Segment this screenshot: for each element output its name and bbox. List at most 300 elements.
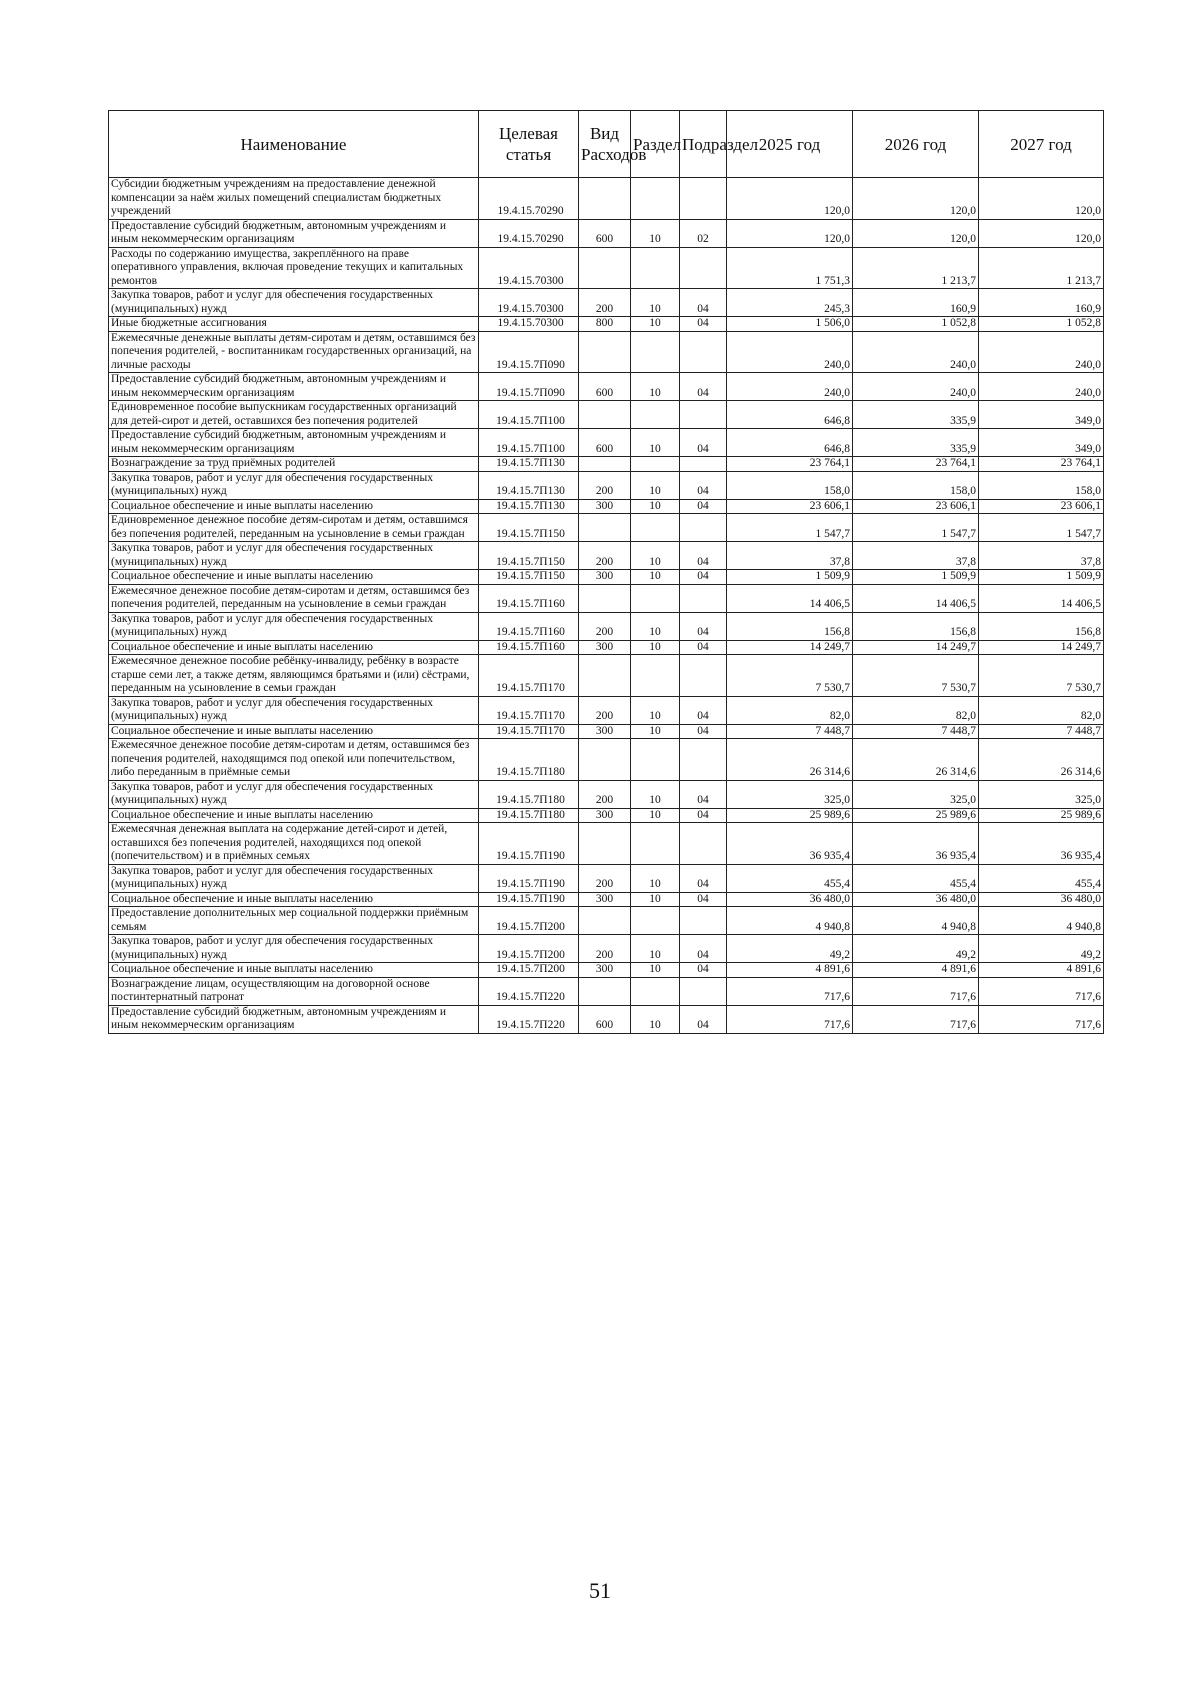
page-number: 51: [589, 1578, 611, 1603]
cell-subsection: 04: [680, 808, 727, 823]
cell-year-2026: 1 052,8: [853, 317, 979, 332]
cell-expense-kind: 600: [579, 373, 631, 401]
table-row: [109, 570, 1104, 585]
table-row: [109, 808, 1104, 823]
cell-year-2026: 717,6: [853, 1005, 979, 1033]
cell-section: 10: [631, 892, 680, 907]
cell-year-2026: 14 406,5: [853, 584, 979, 612]
cell-section: 10: [631, 724, 680, 739]
cell-subsection: 04: [680, 892, 727, 907]
cell-subsection: [680, 457, 727, 472]
cell-year-2026: 1 213,7: [853, 247, 979, 289]
table-row: [109, 935, 1104, 963]
cell-target-article: 19.4.15.7П200: [479, 963, 579, 978]
cell-subsection: [680, 331, 727, 373]
cell-name: Ежемесячная денежная выплата на содержание детей-сирот и детей, оставшихся без попечения родителей, находящихся под опекой (попечительством) и в приёмных семьях: [109, 823, 479, 865]
table-row: [109, 977, 1104, 1005]
table-row: [109, 178, 1104, 220]
cell-target-article: 19.4.15.7П100: [479, 429, 579, 457]
table-row: [109, 247, 1104, 289]
cell-subsection: 04: [680, 542, 727, 570]
header-target-article: Целевая статья: [479, 111, 579, 178]
cell-year-2027: 23 606,1: [979, 499, 1104, 514]
cell-section: 10: [631, 935, 680, 963]
cell-year-2025: 158,0: [727, 471, 853, 499]
cell-name: Закупка товаров, работ и услуг для обеспечения государственных (муниципальных) нужд: [109, 289, 479, 317]
cell-name: Расходы по содержанию имущества, закреплённого на праве оперативного управления, включая проведение текущих и капитальных ремонтов: [109, 247, 479, 289]
table-row: [109, 401, 1104, 429]
cell-target-article: 19.4.15.7П220: [479, 977, 579, 1005]
cell-target-article: 19.4.15.7П150: [479, 542, 579, 570]
cell-year-2027: 158,0: [979, 471, 1104, 499]
table-row: [109, 864, 1104, 892]
cell-section: 10: [631, 471, 680, 499]
cell-subsection: [680, 247, 727, 289]
cell-expense-kind: [579, 907, 631, 935]
cell-subsection: 04: [680, 570, 727, 585]
cell-target-article: 19.4.15.7П150: [479, 514, 579, 542]
header-year-2027: 2027 год: [979, 111, 1104, 178]
cell-year-2026: 82,0: [853, 696, 979, 724]
cell-year-2026: 7 530,7: [853, 655, 979, 697]
table-row: [109, 584, 1104, 612]
cell-year-2027: 240,0: [979, 331, 1104, 373]
header-year-2026: 2026 год: [853, 111, 979, 178]
cell-year-2027: 240,0: [979, 373, 1104, 401]
cell-name: Субсидии бюджетным учреждениям на предоставление денежной компенсации за наём жилых помещений специалистам бюджетных учреждений: [109, 178, 479, 220]
cell-expense-kind: 300: [579, 499, 631, 514]
cell-year-2026: 26 314,6: [853, 739, 979, 781]
table-row: [109, 457, 1104, 472]
cell-expense-kind: [579, 401, 631, 429]
cell-section: 10: [631, 963, 680, 978]
cell-section: [631, 401, 680, 429]
cell-section: [631, 514, 680, 542]
cell-year-2027: 349,0: [979, 401, 1104, 429]
table-row: [109, 219, 1104, 247]
cell-section: 10: [631, 289, 680, 317]
table-row: [109, 429, 1104, 457]
table-row: [109, 499, 1104, 514]
cell-target-article: 19.4.15.7П190: [479, 864, 579, 892]
cell-name: Ежемесячные денежные выплаты детям-сиротам и детям, оставшимся без попечения родителей, - воспитанникам государственных организаций, на личные расходы: [109, 331, 479, 373]
cell-name: Иные бюджетные ассигнования: [109, 317, 479, 332]
header-year-2025: 2025 год: [727, 111, 853, 178]
cell-expense-kind: 200: [579, 864, 631, 892]
cell-name: Предоставление дополнительных мер социальной поддержки приёмным семьям: [109, 907, 479, 935]
cell-name: Социальное обеспечение и иные выплаты населению: [109, 640, 479, 655]
table-row: [109, 739, 1104, 781]
cell-year-2025: 14 406,5: [727, 584, 853, 612]
cell-year-2025: 4 940,8: [727, 907, 853, 935]
cell-name: Предоставление субсидий бюджетным, автономным учреждениям и иным некоммерческим организациям: [109, 429, 479, 457]
cell-name: Предоставление субсидий бюджетным, автономным учреждениям и иным некоммерческим организациям: [109, 219, 479, 247]
cell-year-2026: 240,0: [853, 373, 979, 401]
cell-expense-kind: 200: [579, 780, 631, 808]
cell-subsection: [680, 401, 727, 429]
cell-year-2026: 23 764,1: [853, 457, 979, 472]
cell-target-article: 19.4.15.7П130: [479, 457, 579, 472]
cell-expense-kind: 200: [579, 696, 631, 724]
cell-year-2026: 335,9: [853, 429, 979, 457]
table-row: [109, 1005, 1104, 1033]
cell-year-2025: 717,6: [727, 977, 853, 1005]
cell-subsection: 04: [680, 780, 727, 808]
cell-target-article: 19.4.15.7П100: [479, 401, 579, 429]
cell-expense-kind: [579, 655, 631, 697]
cell-section: 10: [631, 542, 680, 570]
cell-year-2027: 717,6: [979, 977, 1104, 1005]
cell-section: [631, 823, 680, 865]
cell-name: Единовременное пособие выпускникам государственных организаций для детей-сирот и детей, оставшихся без попечения родителей: [109, 401, 479, 429]
cell-year-2025: 14 249,7: [727, 640, 853, 655]
cell-year-2025: 7 530,7: [727, 655, 853, 697]
cell-year-2025: 156,8: [727, 612, 853, 640]
cell-section: [631, 584, 680, 612]
cell-year-2025: 646,8: [727, 401, 853, 429]
cell-year-2025: 325,0: [727, 780, 853, 808]
header-subsection: Подраздел: [680, 111, 727, 178]
cell-name: Социальное обеспечение и иные выплаты населению: [109, 808, 479, 823]
cell-subsection: [680, 823, 727, 865]
cell-expense-kind: 300: [579, 724, 631, 739]
cell-year-2027: 49,2: [979, 935, 1104, 963]
cell-year-2027: 1 052,8: [979, 317, 1104, 332]
cell-year-2027: 26 314,6: [979, 739, 1104, 781]
cell-expense-kind: [579, 823, 631, 865]
table-row: [109, 471, 1104, 499]
cell-expense-kind: [579, 247, 631, 289]
cell-year-2026: 36 935,4: [853, 823, 979, 865]
cell-target-article: 19.4.15.7П170: [479, 655, 579, 697]
cell-subsection: 04: [680, 429, 727, 457]
table-row: [109, 724, 1104, 739]
cell-subsection: 04: [680, 289, 727, 317]
cell-expense-kind: 200: [579, 612, 631, 640]
cell-year-2025: 240,0: [727, 373, 853, 401]
cell-year-2027: 717,6: [979, 1005, 1104, 1033]
cell-year-2027: 36 480,0: [979, 892, 1104, 907]
cell-section: 10: [631, 317, 680, 332]
cell-year-2027: 1 547,7: [979, 514, 1104, 542]
cell-expense-kind: 200: [579, 471, 631, 499]
cell-year-2025: 1 547,7: [727, 514, 853, 542]
cell-subsection: [680, 655, 727, 697]
cell-name: Вознаграждение за труд приёмных родителей: [109, 457, 479, 472]
cell-section: 10: [631, 640, 680, 655]
cell-year-2027: 37,8: [979, 542, 1104, 570]
cell-year-2026: 156,8: [853, 612, 979, 640]
cell-year-2026: 335,9: [853, 401, 979, 429]
cell-year-2025: 1 509,9: [727, 570, 853, 585]
cell-expense-kind: 300: [579, 808, 631, 823]
cell-subsection: 02: [680, 219, 727, 247]
cell-expense-kind: [579, 514, 631, 542]
cell-year-2027: 156,8: [979, 612, 1104, 640]
cell-year-2026: 325,0: [853, 780, 979, 808]
cell-target-article: 19.4.15.7П180: [479, 780, 579, 808]
cell-year-2025: 36 480,0: [727, 892, 853, 907]
cell-year-2027: 14 249,7: [979, 640, 1104, 655]
budget-table-container: [108, 110, 1103, 1034]
cell-section: 10: [631, 219, 680, 247]
cell-section: [631, 247, 680, 289]
cell-year-2027: 120,0: [979, 178, 1104, 220]
header-name: Наименование: [109, 111, 479, 178]
cell-subsection: 04: [680, 963, 727, 978]
cell-year-2027: 82,0: [979, 696, 1104, 724]
cell-name: Закупка товаров, работ и услуг для обеспечения государственных (муниципальных) нужд: [109, 542, 479, 570]
cell-subsection: [680, 739, 727, 781]
cell-year-2027: 23 764,1: [979, 457, 1104, 472]
table-row: [109, 317, 1104, 332]
cell-section: 10: [631, 864, 680, 892]
cell-year-2027: 4 940,8: [979, 907, 1104, 935]
cell-name: Закупка товаров, работ и услуг для обеспечения государственных (муниципальных) нужд: [109, 864, 479, 892]
table-row: [109, 780, 1104, 808]
cell-year-2027: 7 530,7: [979, 655, 1104, 697]
cell-section: [631, 977, 680, 1005]
cell-subsection: 04: [680, 373, 727, 401]
cell-target-article: 19.4.15.7П160: [479, 612, 579, 640]
cell-target-article: 19.4.15.7П150: [479, 570, 579, 585]
cell-year-2027: 14 406,5: [979, 584, 1104, 612]
cell-target-article: 19.4.15.70290: [479, 219, 579, 247]
cell-expense-kind: 600: [579, 219, 631, 247]
cell-year-2026: 1 547,7: [853, 514, 979, 542]
cell-section: [631, 457, 680, 472]
cell-name: Вознаграждение лицам, осуществляющим на договорной основе постинтернатный патронат: [109, 977, 479, 1005]
table-row: [109, 963, 1104, 978]
budget-table: [108, 110, 1104, 1034]
cell-section: [631, 739, 680, 781]
cell-year-2027: 25 989,6: [979, 808, 1104, 823]
cell-section: [631, 655, 680, 697]
cell-year-2025: 240,0: [727, 331, 853, 373]
cell-target-article: 19.4.15.70300: [479, 247, 579, 289]
table-header-row: [109, 111, 1104, 178]
cell-target-article: 19.4.15.7П160: [479, 584, 579, 612]
cell-year-2026: 23 606,1: [853, 499, 979, 514]
cell-section: 10: [631, 373, 680, 401]
header-section: Раздел: [631, 111, 680, 178]
cell-subsection: [680, 514, 727, 542]
cell-expense-kind: [579, 584, 631, 612]
cell-section: 10: [631, 429, 680, 457]
cell-target-article: 19.4.15.7П170: [479, 696, 579, 724]
cell-year-2025: 1 506,0: [727, 317, 853, 332]
cell-subsection: 04: [680, 724, 727, 739]
cell-year-2027: 349,0: [979, 429, 1104, 457]
cell-year-2025: 646,8: [727, 429, 853, 457]
cell-year-2025: 23 764,1: [727, 457, 853, 472]
cell-name: Социальное обеспечение и иные выплаты населению: [109, 892, 479, 907]
cell-year-2027: 455,4: [979, 864, 1104, 892]
cell-section: 10: [631, 696, 680, 724]
cell-name: Закупка товаров, работ и услуг для обеспечения государственных (муниципальных) нужд: [109, 471, 479, 499]
cell-subsection: 04: [680, 317, 727, 332]
cell-year-2026: 4 891,6: [853, 963, 979, 978]
cell-name: Закупка товаров, работ и услуг для обеспечения государственных (муниципальных) нужд: [109, 696, 479, 724]
cell-subsection: [680, 977, 727, 1005]
cell-section: [631, 331, 680, 373]
cell-expense-kind: [579, 178, 631, 220]
cell-expense-kind: 300: [579, 892, 631, 907]
cell-name: Ежемесячное денежное пособие детям-сиротам и детям, оставшимся без попечения родителей, переданным на усыновление в семьи граждан: [109, 584, 479, 612]
table-row: [109, 542, 1104, 570]
cell-target-article: 19.4.15.7П190: [479, 892, 579, 907]
cell-year-2025: 23 606,1: [727, 499, 853, 514]
cell-target-article: 19.4.15.7П200: [479, 907, 579, 935]
cell-target-article: 19.4.15.7П220: [479, 1005, 579, 1033]
cell-name: Социальное обеспечение и иные выплаты населению: [109, 499, 479, 514]
cell-year-2026: 1 509,9: [853, 570, 979, 585]
cell-expense-kind: 600: [579, 1005, 631, 1033]
cell-year-2026: 37,8: [853, 542, 979, 570]
cell-target-article: 19.4.15.7П180: [479, 739, 579, 781]
cell-expense-kind: [579, 457, 631, 472]
cell-target-article: 19.4.15.7П170: [479, 724, 579, 739]
cell-year-2025: 245,3: [727, 289, 853, 317]
cell-year-2025: 49,2: [727, 935, 853, 963]
cell-year-2025: 37,8: [727, 542, 853, 570]
cell-year-2025: 120,0: [727, 178, 853, 220]
cell-name: Единовременное денежное пособие детям-сиротам и детям, оставшимся без попечения родителей, переданным на усыновление в семьи граждан: [109, 514, 479, 542]
cell-year-2026: 25 989,6: [853, 808, 979, 823]
cell-year-2025: 1 751,3: [727, 247, 853, 289]
cell-year-2026: 120,0: [853, 178, 979, 220]
table-body: [109, 178, 1104, 1034]
cell-year-2027: 1 509,9: [979, 570, 1104, 585]
cell-year-2027: 160,9: [979, 289, 1104, 317]
cell-year-2027: 1 213,7: [979, 247, 1104, 289]
cell-expense-kind: [579, 739, 631, 781]
table-row: [109, 696, 1104, 724]
cell-section: 10: [631, 808, 680, 823]
cell-section: [631, 907, 680, 935]
cell-expense-kind: [579, 331, 631, 373]
cell-year-2026: 7 448,7: [853, 724, 979, 739]
cell-year-2025: 82,0: [727, 696, 853, 724]
cell-year-2026: 36 480,0: [853, 892, 979, 907]
cell-target-article: 19.4.15.70300: [479, 317, 579, 332]
cell-name: Предоставление субсидий бюджетным, автономным учреждениям и иным некоммерческим организациям: [109, 1005, 479, 1033]
cell-name: Ежемесячное денежное пособие ребёнку-инвалиду, ребёнку в возрасте старше семи лет, а также детям, являющимся братьями и (или) сёстрами, переданным на усыновление в семьи граждан: [109, 655, 479, 697]
cell-target-article: 19.4.15.7П090: [479, 373, 579, 401]
table-row: [109, 892, 1104, 907]
cell-year-2025: 455,4: [727, 864, 853, 892]
table-row: [109, 612, 1104, 640]
cell-target-article: 19.4.15.7П160: [479, 640, 579, 655]
cell-section: 10: [631, 499, 680, 514]
table-row: [109, 640, 1104, 655]
cell-year-2026: 120,0: [853, 219, 979, 247]
cell-target-article: 19.4.15.7П130: [479, 471, 579, 499]
cell-year-2026: 14 249,7: [853, 640, 979, 655]
cell-year-2027: 4 891,6: [979, 963, 1104, 978]
cell-year-2025: 25 989,6: [727, 808, 853, 823]
table-row: [109, 823, 1104, 865]
cell-name: Предоставление субсидий бюджетным, автономным учреждениям и иным некоммерческим организациям: [109, 373, 479, 401]
cell-name: Закупка товаров, работ и услуг для обеспечения государственных (муниципальных) нужд: [109, 612, 479, 640]
cell-target-article: 19.4.15.7П090: [479, 331, 579, 373]
cell-expense-kind: 300: [579, 640, 631, 655]
cell-subsection: 04: [680, 499, 727, 514]
table-row: [109, 514, 1104, 542]
table-row: [109, 655, 1104, 697]
cell-target-article: 19.4.15.7П190: [479, 823, 579, 865]
header-expense-kind: Вид Расходов: [579, 111, 631, 178]
table-row: [109, 331, 1104, 373]
cell-year-2026: 49,2: [853, 935, 979, 963]
table-row: [109, 907, 1104, 935]
cell-year-2026: 455,4: [853, 864, 979, 892]
cell-year-2025: 36 935,4: [727, 823, 853, 865]
cell-name: Закупка товаров, работ и услуг для обеспечения государственных (муниципальных) нужд: [109, 935, 479, 963]
cell-year-2025: 26 314,6: [727, 739, 853, 781]
cell-subsection: 04: [680, 612, 727, 640]
table-row: [109, 373, 1104, 401]
cell-subsection: 04: [680, 471, 727, 499]
cell-subsection: [680, 907, 727, 935]
cell-section: [631, 178, 680, 220]
cell-year-2027: 325,0: [979, 780, 1104, 808]
cell-expense-kind: 300: [579, 963, 631, 978]
cell-subsection: 04: [680, 640, 727, 655]
cell-expense-kind: 600: [579, 429, 631, 457]
cell-name: Социальное обеспечение и иные выплаты населению: [109, 724, 479, 739]
cell-year-2025: 120,0: [727, 219, 853, 247]
cell-subsection: 04: [680, 935, 727, 963]
cell-expense-kind: 800: [579, 317, 631, 332]
cell-year-2026: 160,9: [853, 289, 979, 317]
cell-expense-kind: 200: [579, 935, 631, 963]
cell-expense-kind: 200: [579, 289, 631, 317]
cell-target-article: 19.4.15.7П180: [479, 808, 579, 823]
cell-subsection: [680, 178, 727, 220]
cell-year-2027: 36 935,4: [979, 823, 1104, 865]
cell-target-article: 19.4.15.70290: [479, 178, 579, 220]
cell-expense-kind: 200: [579, 542, 631, 570]
cell-year-2026: 158,0: [853, 471, 979, 499]
cell-name: Закупка товаров, работ и услуг для обеспечения государственных (муниципальных) нужд: [109, 780, 479, 808]
cell-subsection: 04: [680, 864, 727, 892]
cell-target-article: 19.4.15.7П130: [479, 499, 579, 514]
cell-expense-kind: 300: [579, 570, 631, 585]
cell-subsection: 04: [680, 1005, 727, 1033]
cell-year-2027: 7 448,7: [979, 724, 1104, 739]
cell-subsection: [680, 584, 727, 612]
cell-name: Ежемесячное денежное пособие детям-сиротам и детям, оставшимся без попечения родителей, находящимся под опекой или попечительством, либо переданным в приёмные семьи: [109, 739, 479, 781]
cell-year-2026: 717,6: [853, 977, 979, 1005]
cell-target-article: 19.4.15.7П200: [479, 935, 579, 963]
cell-section: 10: [631, 612, 680, 640]
cell-target-article: 19.4.15.70300: [479, 289, 579, 317]
cell-year-2027: 120,0: [979, 219, 1104, 247]
table-row: [109, 289, 1104, 317]
cell-subsection: 04: [680, 696, 727, 724]
cell-name: Социальное обеспечение и иные выплаты населению: [109, 570, 479, 585]
cell-section: 10: [631, 570, 680, 585]
cell-year-2026: 240,0: [853, 331, 979, 373]
cell-name: Социальное обеспечение и иные выплаты населению: [109, 963, 479, 978]
cell-year-2025: 717,6: [727, 1005, 853, 1033]
cell-year-2025: 7 448,7: [727, 724, 853, 739]
cell-expense-kind: [579, 977, 631, 1005]
cell-section: 10: [631, 1005, 680, 1033]
cell-year-2025: 4 891,6: [727, 963, 853, 978]
cell-year-2026: 4 940,8: [853, 907, 979, 935]
